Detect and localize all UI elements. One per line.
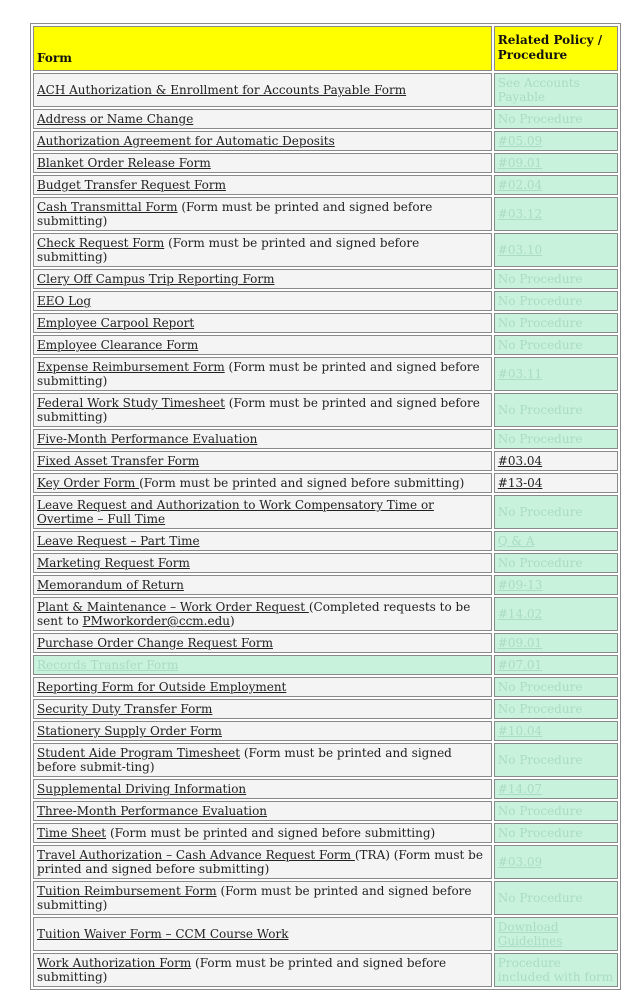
policy-link[interactable]: Download Guidelines (497, 920, 563, 948)
policy-text: No Procedure (497, 112, 583, 126)
policy-text: No Procedure (497, 680, 583, 694)
form-cell (33, 495, 492, 529)
policy-cell (494, 357, 618, 391)
form-cell (33, 153, 492, 173)
form-note: (Form must be printed and signed before submitting) (37, 884, 472, 912)
form-cell (33, 575, 492, 595)
policy-link[interactable]: #03.04 (497, 454, 543, 468)
form-cell (33, 313, 492, 333)
table-row (33, 197, 618, 231)
policy-cell (494, 429, 618, 449)
policy-cell (494, 335, 618, 355)
policy-cell (494, 823, 618, 843)
form-note: (Form must be printed and signed before submitting) (37, 360, 480, 388)
form-cell (33, 197, 492, 231)
form-cell (33, 393, 492, 427)
policy-cell (494, 597, 618, 631)
table-row (33, 779, 618, 799)
policy-link[interactable]: #02.04 (497, 178, 543, 192)
form-cell (33, 473, 492, 493)
policy-cell (494, 153, 618, 173)
table-row (33, 881, 618, 915)
table-row (33, 531, 618, 551)
form-cell (33, 269, 492, 289)
form-note: (Completed requests to be sent to (37, 600, 471, 628)
table-row (33, 575, 618, 595)
form-link[interactable]: Blanket Order Release Form (37, 156, 211, 170)
form-link[interactable]: Security Duty Transfer Form (37, 702, 213, 716)
policy-cell (494, 677, 618, 697)
policy-text: No Procedure (497, 272, 583, 286)
policy-text: No Procedure (497, 403, 583, 417)
form-note: (TRA) (Form must be printed and signed before submitting) (37, 848, 483, 876)
email-link[interactable]: PMworkorder@ccm.edu (82, 614, 230, 628)
table-row (33, 953, 618, 987)
form-cell (33, 953, 492, 987)
policy-text: No Procedure (497, 804, 583, 818)
policy-link[interactable]: #03.10 (497, 243, 543, 257)
form-link[interactable]: Check Request Form (37, 236, 165, 250)
form-cell (33, 553, 492, 573)
policy-cell (494, 743, 618, 777)
forms-table-wrapper (30, 23, 621, 990)
table-row (33, 677, 618, 697)
form-note: (Form must be printed and signed before submit-ting) (37, 746, 452, 774)
policy-cell (494, 269, 618, 289)
policy-cell (494, 575, 618, 595)
form-link[interactable]: Fixed Asset Transfer Form (37, 454, 200, 468)
table-row (33, 801, 618, 821)
policy-text: Procedure included with form (497, 956, 614, 984)
form-cell (33, 531, 492, 551)
policy-link[interactable]: #05.09 (497, 134, 543, 148)
form-column-header: Form (33, 26, 492, 71)
form-cell (33, 801, 492, 821)
table-row (33, 495, 618, 529)
table-row (33, 269, 618, 289)
policy-text: No Procedure (497, 702, 583, 716)
forms-table-body (33, 73, 618, 987)
table-row (33, 699, 618, 719)
policy-cell (494, 313, 618, 333)
form-link[interactable]: Tuition Reimbursement Form (37, 884, 217, 898)
form-link[interactable]: Tuition Waiver Form – CCM Course Work (37, 927, 289, 941)
form-link[interactable]: Work Authorization Form (37, 956, 192, 970)
policy-cell (494, 291, 618, 311)
table-header-row (33, 26, 618, 71)
form-link[interactable]: Budget Transfer Request Form (37, 178, 226, 192)
form-link[interactable]: Key Order Form (37, 476, 140, 490)
form-cell (33, 73, 492, 107)
table-row (33, 335, 618, 355)
policy-text: No Procedure (497, 505, 583, 519)
form-cell (33, 291, 492, 311)
policy-cell (494, 553, 618, 573)
policy-link[interactable]: #03.11 (497, 367, 543, 381)
form-cell (33, 175, 492, 195)
policy-cell (494, 393, 618, 427)
table-row (33, 153, 618, 173)
table-row (33, 73, 618, 107)
form-link[interactable]: Marketing Request Form (37, 556, 190, 570)
form-link[interactable]: Stationery Supply Order Form (37, 724, 222, 738)
table-row (33, 823, 618, 843)
form-link[interactable]: Student Aide Program Timesheet (37, 746, 241, 760)
form-cell (33, 881, 492, 915)
table-row (33, 655, 618, 675)
form-cell (33, 429, 492, 449)
form-link[interactable]: Plant & Maintenance – Work Order Request (37, 600, 309, 614)
table-row (33, 743, 618, 777)
form-note: (Form must be printed and signed before submitting) (37, 396, 480, 424)
table-row (33, 175, 618, 195)
table-row (33, 451, 618, 471)
policy-text: No Procedure (497, 316, 583, 330)
policy-text: No Procedure (497, 338, 583, 352)
form-link[interactable]: Federal Work Study Timesheet (37, 396, 225, 410)
policy-cell (494, 917, 618, 951)
policy-cell (494, 495, 618, 529)
form-cell (33, 917, 492, 951)
form-link[interactable]: Reporting Form for Outside Employment (37, 680, 287, 694)
table-row (33, 357, 618, 391)
form-link[interactable]: Purchase Order Change Request Form (37, 636, 273, 650)
policy-cell (494, 881, 618, 915)
form-link[interactable]: ACH Authorization & Enrollment for Accounts Payable Form (37, 83, 407, 97)
policy-link[interactable]: #03.12 (497, 207, 543, 221)
form-link[interactable]: Expense Reimbursement Form (37, 360, 225, 374)
policy-link[interactable]: #09-13 (497, 578, 543, 592)
form-link[interactable]: Records Transfer Form (37, 658, 179, 672)
form-link[interactable]: Supplemental Driving Information (37, 782, 247, 796)
form-link[interactable]: Leave Request and Authorization to Work Compensatory Time or Overtime – Full Time (37, 498, 434, 526)
table-row (33, 633, 618, 653)
policy-cell (494, 233, 618, 267)
form-link[interactable]: Clery Off Campus Trip Reporting Form (37, 272, 275, 286)
policy-cell (494, 699, 618, 719)
policy-cell (494, 721, 618, 741)
policy-cell (494, 73, 618, 107)
form-note: (Form must be printed and signed before submitting) (37, 236, 420, 264)
forms-table (30, 23, 621, 990)
policy-link[interactable]: #09.01 (497, 636, 543, 650)
table-row (33, 313, 618, 333)
policy-cell (494, 531, 618, 551)
form-note: (Form must be printed and signed before submitting) (37, 200, 433, 228)
policy-cell (494, 175, 618, 195)
form-link[interactable]: EEO Log (37, 294, 92, 308)
form-note-end: ) (230, 614, 235, 628)
form-cell (33, 131, 492, 151)
policy-text: No Procedure (497, 891, 583, 905)
policy-cell (494, 109, 618, 129)
table-row (33, 721, 618, 741)
policy-link[interactable]: #14.07 (497, 782, 543, 796)
table-row (33, 845, 618, 879)
table-row (33, 109, 618, 129)
form-link[interactable]: Authorization Agreement for Automatic Deposits (37, 134, 335, 148)
policy-cell (494, 131, 618, 151)
policy-link[interactable]: Q & A (497, 534, 535, 548)
policy-cell (494, 473, 618, 493)
form-cell (33, 655, 492, 675)
table-row (33, 597, 618, 631)
form-cell (33, 451, 492, 471)
form-note: (Form must be printed and signed before submitting) (139, 476, 465, 490)
table-row (33, 393, 618, 427)
policy-link[interactable]: #13-04 (497, 476, 543, 490)
table-row (33, 473, 618, 493)
table-row (33, 131, 618, 151)
form-link[interactable]: Cash Transmittal Form (37, 200, 178, 214)
form-link[interactable]: Address or Name Change (37, 112, 194, 126)
policy-link[interactable]: #10.04 (497, 724, 543, 738)
policy-text: No Procedure (497, 556, 583, 570)
policy-cell (494, 451, 618, 471)
form-cell (33, 823, 492, 843)
form-link[interactable]: Memorandum of Return (37, 578, 184, 592)
form-cell (33, 779, 492, 799)
policy-text: No Procedure (497, 294, 583, 308)
policy-cell (494, 779, 618, 799)
form-link[interactable]: Five-Month Performance Evaluation (37, 432, 258, 446)
policy-cell (494, 197, 618, 231)
form-link[interactable]: Employee Carpool Report (37, 316, 195, 330)
policy-cell (494, 655, 618, 675)
policy-cell (494, 845, 618, 879)
form-cell (33, 721, 492, 741)
form-link[interactable]: Employee Clearance Form (37, 338, 199, 352)
form-cell (33, 357, 492, 391)
table-row (33, 291, 618, 311)
form-note: (Form must be printed and signed before submitting) (106, 826, 436, 840)
form-cell (33, 845, 492, 879)
form-note: (Form must be printed and signed before submitting) (37, 956, 447, 984)
table-row (33, 553, 618, 573)
form-link[interactable]: Time Sheet (37, 826, 107, 840)
policy-link[interactable]: #07.01 (497, 658, 543, 672)
form-cell (33, 633, 492, 653)
form-cell (33, 233, 492, 267)
policy-cell (494, 953, 618, 987)
policy-link[interactable]: #09.01 (497, 156, 543, 170)
policy-column-header: Related Policy / Procedure (494, 26, 618, 71)
form-cell (33, 677, 492, 697)
form-cell (33, 109, 492, 129)
form-cell (33, 597, 492, 631)
form-cell (33, 743, 492, 777)
table-row (33, 429, 618, 449)
table-row (33, 233, 618, 267)
policy-text: See Accounts Payable (497, 76, 580, 104)
form-link[interactable]: Leave Request – Part Time (37, 534, 200, 548)
policy-link[interactable]: #03.09 (497, 855, 543, 869)
form-cell (33, 699, 492, 719)
policy-text: No Procedure (497, 432, 583, 446)
policy-link[interactable]: #14.02 (497, 607, 543, 621)
form-link[interactable]: Travel Authorization – Cash Advance Request Form (37, 848, 355, 862)
policy-text: No Procedure (497, 753, 583, 767)
table-row (33, 917, 618, 951)
policy-cell (494, 633, 618, 653)
policy-cell (494, 801, 618, 821)
policy-text: No Procedure (497, 826, 583, 840)
form-link[interactable]: Three-Month Performance Evaluation (37, 804, 268, 818)
form-cell (33, 335, 492, 355)
